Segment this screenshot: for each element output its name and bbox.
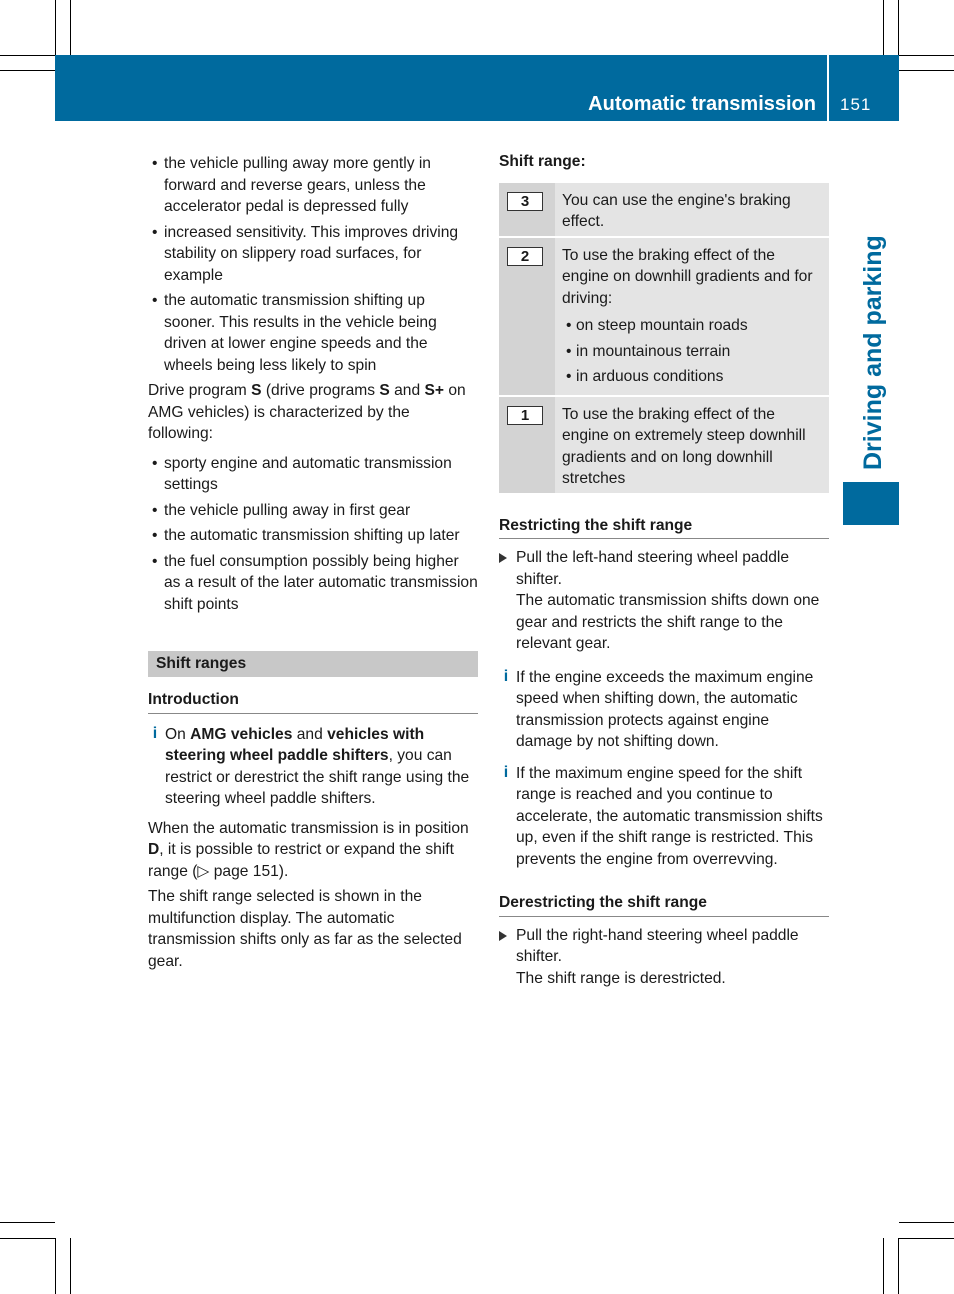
- text: , you can restrict or derestrict the shift range using the steering wheel paddle shifters.: [165, 747, 470, 807]
- bold-text: vehicles with steering wheel paddle shifters: [165, 725, 425, 764]
- info-text: If the maximum engine speed for the shift range is reached and you continue to accelerate, the automatic transmission shifts up, even if the shift range is restricted. This prevents the engine from overrevving.: [516, 764, 823, 868]
- list-item: • on steep mountain roads: [562, 315, 822, 337]
- text: When the automatic transmission is in position: [148, 819, 469, 837]
- section-title: Shift ranges: [148, 651, 478, 677]
- bullet-list: [562, 315, 822, 388]
- step-result: The automatic transmission shifts down one gear and restricts the shift range to the relevant gear.: [516, 592, 820, 652]
- page-reference-link[interactable]: ▷ page 151: [197, 862, 279, 880]
- bold-text: S: [379, 382, 390, 399]
- bold-text: D: [148, 841, 160, 858]
- text: (drive programs: [261, 382, 380, 399]
- table-row: [499, 237, 829, 396]
- step-arrow-icon: [499, 931, 507, 941]
- list-item: • sporty engine and automatic transmission settings: [148, 453, 478, 496]
- text: , it is possible to restrict or expand the shift range (: [148, 841, 454, 880]
- crop-mark: [70, 0, 71, 55]
- list-item: • the fuel consumption possibly being higher as a result of the later automatic transmission shift points: [148, 551, 478, 616]
- paragraph: [148, 818, 478, 883]
- key-cell: [499, 237, 555, 396]
- step-result: The shift range is derestricted.: [516, 969, 726, 987]
- crop-mark: [899, 1222, 954, 1223]
- text: ).: [278, 862, 289, 880]
- crop-mark: [899, 55, 954, 56]
- left-column: [148, 153, 478, 976]
- crop-mark: [55, 1238, 56, 1294]
- key-cell: [499, 396, 555, 494]
- shift-range-label: Shift range:: [499, 153, 586, 170]
- gear-key-icon: 1: [507, 406, 543, 425]
- side-tab-marker: [843, 482, 899, 525]
- description-cell: [555, 237, 829, 396]
- crop-mark: [898, 1238, 899, 1294]
- description-cell: [555, 183, 829, 237]
- crop-mark: [0, 55, 55, 56]
- info-note: [499, 667, 829, 753]
- list-item: • in mountainous terrain: [562, 341, 822, 363]
- step-action: Pull the right-hand steering wheel paddle shifter.: [516, 926, 799, 965]
- crop-mark: [0, 1238, 55, 1239]
- instruction-step: [499, 547, 829, 655]
- bold-text: AMG vehicles: [190, 725, 293, 743]
- crop-mark: [70, 1238, 71, 1294]
- info-text: If the engine exceeds the maximum engine speed when shifting down, the automatic transmission protects against engine damage by not shifting down.: [516, 668, 814, 750]
- crop-mark: [899, 1238, 954, 1239]
- subheading-introduction: Introduction: [148, 689, 478, 714]
- crop-mark: [898, 0, 899, 55]
- gear-key-icon: 3: [507, 192, 543, 211]
- crop-mark: [0, 70, 55, 71]
- info-icon: i: [503, 667, 509, 685]
- crop-mark: [0, 1222, 55, 1223]
- bullet-list: [148, 453, 478, 616]
- text: Drive program: [148, 382, 252, 399]
- text: and: [389, 382, 425, 399]
- header-separator: [827, 55, 829, 121]
- drive-program-paragraph: [148, 380, 478, 445]
- table-row: [499, 183, 829, 237]
- text: on AMG vehicles) is characterized by the following:: [148, 382, 466, 442]
- info-note: [499, 763, 829, 871]
- key-cell: [499, 183, 555, 237]
- bold-text: S: [251, 382, 262, 399]
- subheading-derestricting: Derestricting the shift range: [499, 892, 829, 917]
- description-text: To use the braking effect of the engine on downhill gradients and for driving:: [562, 246, 813, 307]
- text: and: [292, 725, 328, 743]
- crop-mark: [883, 1238, 884, 1294]
- side-tab-label: Driving and parking: [859, 235, 887, 470]
- step-action: Pull the left-hand steering wheel paddle shifter.: [516, 549, 790, 588]
- right-column: [499, 151, 829, 1001]
- paragraph: The shift range selected is shown in the multifunction display. The automatic transmission shifts only as far as the selected gear.: [148, 888, 462, 970]
- shift-range-table: [499, 183, 829, 495]
- list-item: • in arduous conditions: [562, 366, 822, 388]
- step-arrow-icon: [499, 553, 507, 563]
- crop-mark: [55, 0, 56, 55]
- bullet-list: [148, 153, 478, 376]
- description-cell: [555, 396, 829, 494]
- crop-mark: [883, 0, 884, 55]
- text: On: [165, 725, 191, 743]
- page-number: 151: [840, 95, 872, 114]
- list-item: • the automatic transmission shifting up sooner. This results in the vehicle being driven at lower engine speeds and the wheels being less likely to spin: [148, 290, 478, 376]
- crop-mark: [899, 70, 954, 71]
- chapter-title: Automatic transmission: [588, 93, 816, 115]
- list-item: • the vehicle pulling away in first gear: [148, 500, 478, 522]
- table-row: [499, 396, 829, 494]
- list-item: • the automatic transmission shifting up later: [148, 525, 478, 547]
- gear-key-icon: 2: [507, 247, 543, 266]
- description-text: You can use the engine's braking effect.: [562, 191, 791, 230]
- bold-text: S+: [424, 382, 444, 399]
- subheading-restricting: Restricting the shift range: [499, 515, 829, 540]
- list-item: • increased sensitivity. This improves driving stability on slippery road surfaces, for example: [148, 222, 478, 287]
- instruction-step: [499, 925, 829, 990]
- description-text: To use the braking effect of the engine on extremely steep downhill gradients and on long downhill stretches: [562, 405, 806, 487]
- list-item: • the vehicle pulling away more gently in forward and reverse gears, unless the accelerator pedal is depressed fully: [148, 153, 478, 218]
- info-note: [148, 724, 478, 810]
- info-icon: i: [503, 763, 509, 781]
- info-icon: i: [152, 724, 158, 742]
